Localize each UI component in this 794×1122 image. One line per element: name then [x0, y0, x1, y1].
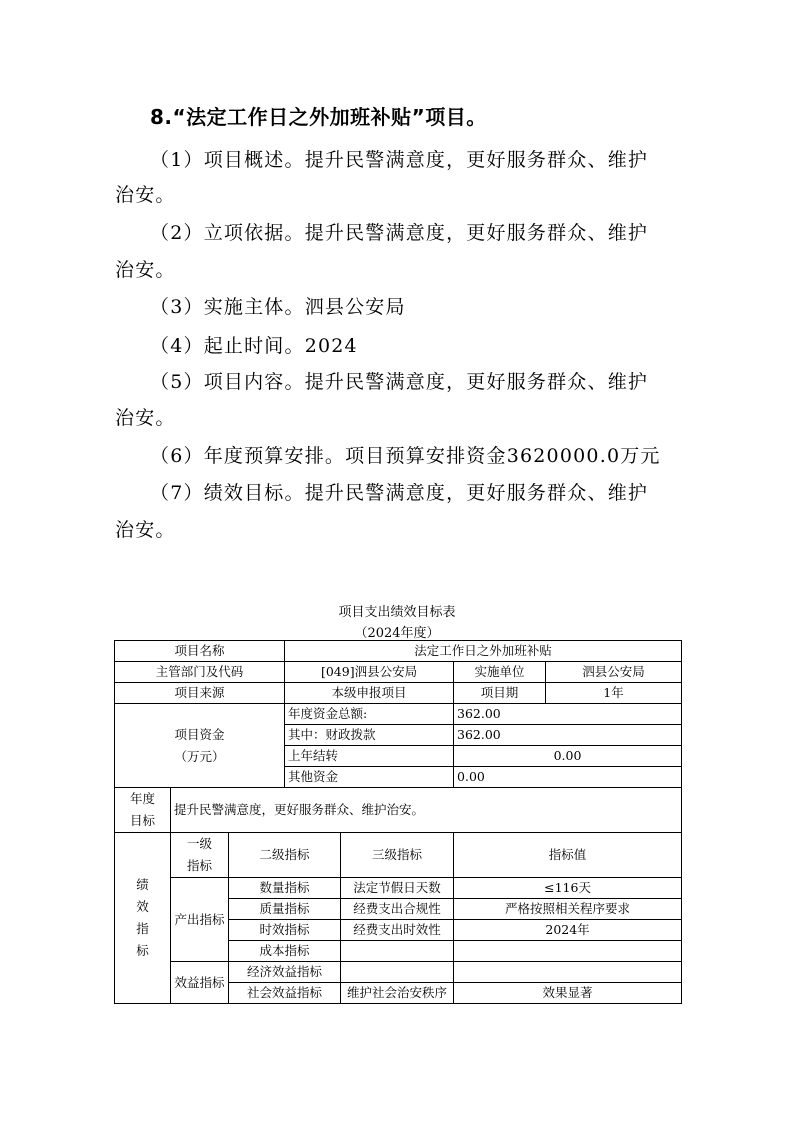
cell-source: 本级申报项目 [285, 683, 454, 704]
section-heading: 8.“法定工作日之外加班补贴”项目。 [150, 105, 487, 129]
indicator-label-char: 指 [136, 921, 149, 936]
cell-benefit-label: 效益指标 [171, 962, 229, 1004]
annual-goal-label-line: 年度 [129, 791, 155, 806]
table-subtitle: （2024年度） [354, 626, 440, 641]
cell-total: 362.00 [454, 704, 682, 725]
table-row [115, 878, 682, 899]
cell-level1-header [171, 833, 229, 878]
paragraph-line: （2）立项依据。提升民警满意度，更好服务群众、维护 [150, 222, 649, 244]
cell-period: 1年 [546, 683, 682, 704]
cell-carry-label: 上年结转 [285, 746, 454, 767]
cell-output-label: 产出指标 [171, 878, 229, 962]
paragraph-line: 治安。 [115, 407, 176, 429]
paragraph-line: （5）项目内容。提升民警满意度，更好服务群众、维护 [150, 371, 649, 393]
cell-economic-l3 [341, 962, 454, 983]
cell-project-name: 法定工作日之外加班补贴 [285, 641, 682, 662]
cell-annual-goal-label [115, 788, 171, 833]
funds-label-line: （万元） [174, 748, 225, 764]
cell-level3-header: 三级指标 [341, 833, 454, 878]
cell-fiscal: 362.00 [454, 725, 682, 746]
cell-dept: [049]泗县公安局 [285, 662, 454, 683]
funds-label-line: 项目资金 [174, 726, 225, 742]
table-row [115, 962, 682, 983]
cell-dept-label: 主管部门及代码 [115, 662, 285, 683]
cell-cost-l3 [341, 941, 454, 962]
paragraph-line: （1）项目概述。提升民警满意度，更好服务群众、维护 [150, 149, 649, 171]
cell-level2-header: 二级指标 [229, 833, 341, 878]
cell-economic-value [454, 962, 682, 983]
cell-other: 0.00 [454, 767, 682, 788]
level1-header-line: 指标 [186, 858, 212, 873]
cell-quantity-label: 数量指标 [229, 878, 341, 899]
cell-social-value: 效果显著 [454, 983, 682, 1004]
table-row [115, 788, 682, 833]
table-title: 项目支出绩效目标表 [338, 605, 456, 620]
table-row [115, 683, 682, 704]
indicator-label-char: 绩 [136, 877, 149, 892]
cell-period-label: 项目期 [454, 683, 546, 704]
indicator-label-char: 效 [136, 899, 149, 914]
indicator-label-char: 标 [136, 943, 149, 958]
cell-quantity-value: ≤116天 [454, 878, 682, 899]
paragraph-implementer: （3）实施主体。泗县公安局 [150, 296, 406, 318]
cell-timeliness-label: 时效指标 [229, 920, 341, 941]
cell-economic-label: 经济效益指标 [229, 962, 341, 983]
annual-goal-label-line: 目标 [129, 813, 155, 828]
cell-social-label: 社会效益指标 [229, 983, 341, 1004]
cell-quality-l3: 经费支出合规性 [341, 899, 454, 920]
paragraph-line: （7）绩效目标。提升民警满意度，更好服务群众、维护 [150, 482, 649, 504]
table-row [115, 641, 682, 662]
paragraph-period: （4）起止时间。2024 [150, 335, 358, 357]
cell-fiscal-label: 其中：财政拨款 [285, 725, 454, 746]
paragraph-line: 治安。 [115, 259, 176, 281]
cell-social-l3: 维护社会治安秩序 [341, 983, 454, 1004]
cell-value-header: 指标值 [454, 833, 682, 878]
table-row [115, 833, 682, 878]
cell-impl: 泗县公安局 [546, 662, 682, 683]
cell-impl-label: 实施单位 [454, 662, 546, 683]
cell-other-label: 其他资金 [285, 767, 454, 788]
table-row [115, 662, 682, 683]
cell-cost-label: 成本指标 [229, 941, 341, 962]
cell-indicator-label [115, 833, 171, 1004]
cell-annual-goal: 提升民警满意度，更好服务群众、维护治安。 [171, 788, 682, 833]
cell-carry: 0.00 [454, 746, 682, 767]
paragraph-line: 治安。 [115, 184, 176, 206]
cell-cost-value [454, 941, 682, 962]
table-row [115, 704, 682, 725]
performance-table [114, 640, 682, 1004]
cell-project-name-label: 项目名称 [115, 641, 285, 662]
cell-funds-label [115, 704, 285, 788]
cell-source-label: 项目来源 [115, 683, 285, 704]
cell-timeliness-l3: 经费支出时效性 [341, 920, 454, 941]
cell-quality-value: 严格按照相关程序要求 [454, 899, 682, 920]
cell-timeliness-value: 2024年 [454, 920, 682, 941]
cell-quality-label: 质量指标 [229, 899, 341, 920]
cell-quantity-l3: 法定节假日天数 [341, 878, 454, 899]
level1-header-line: 一级 [186, 836, 212, 851]
paragraph-line: 治安。 [115, 519, 176, 541]
paragraph-budget: （6）年度预算安排。项目预算安排资金3620000.0万元 [150, 445, 661, 467]
cell-total-label: 年度资金总额: [285, 704, 454, 725]
